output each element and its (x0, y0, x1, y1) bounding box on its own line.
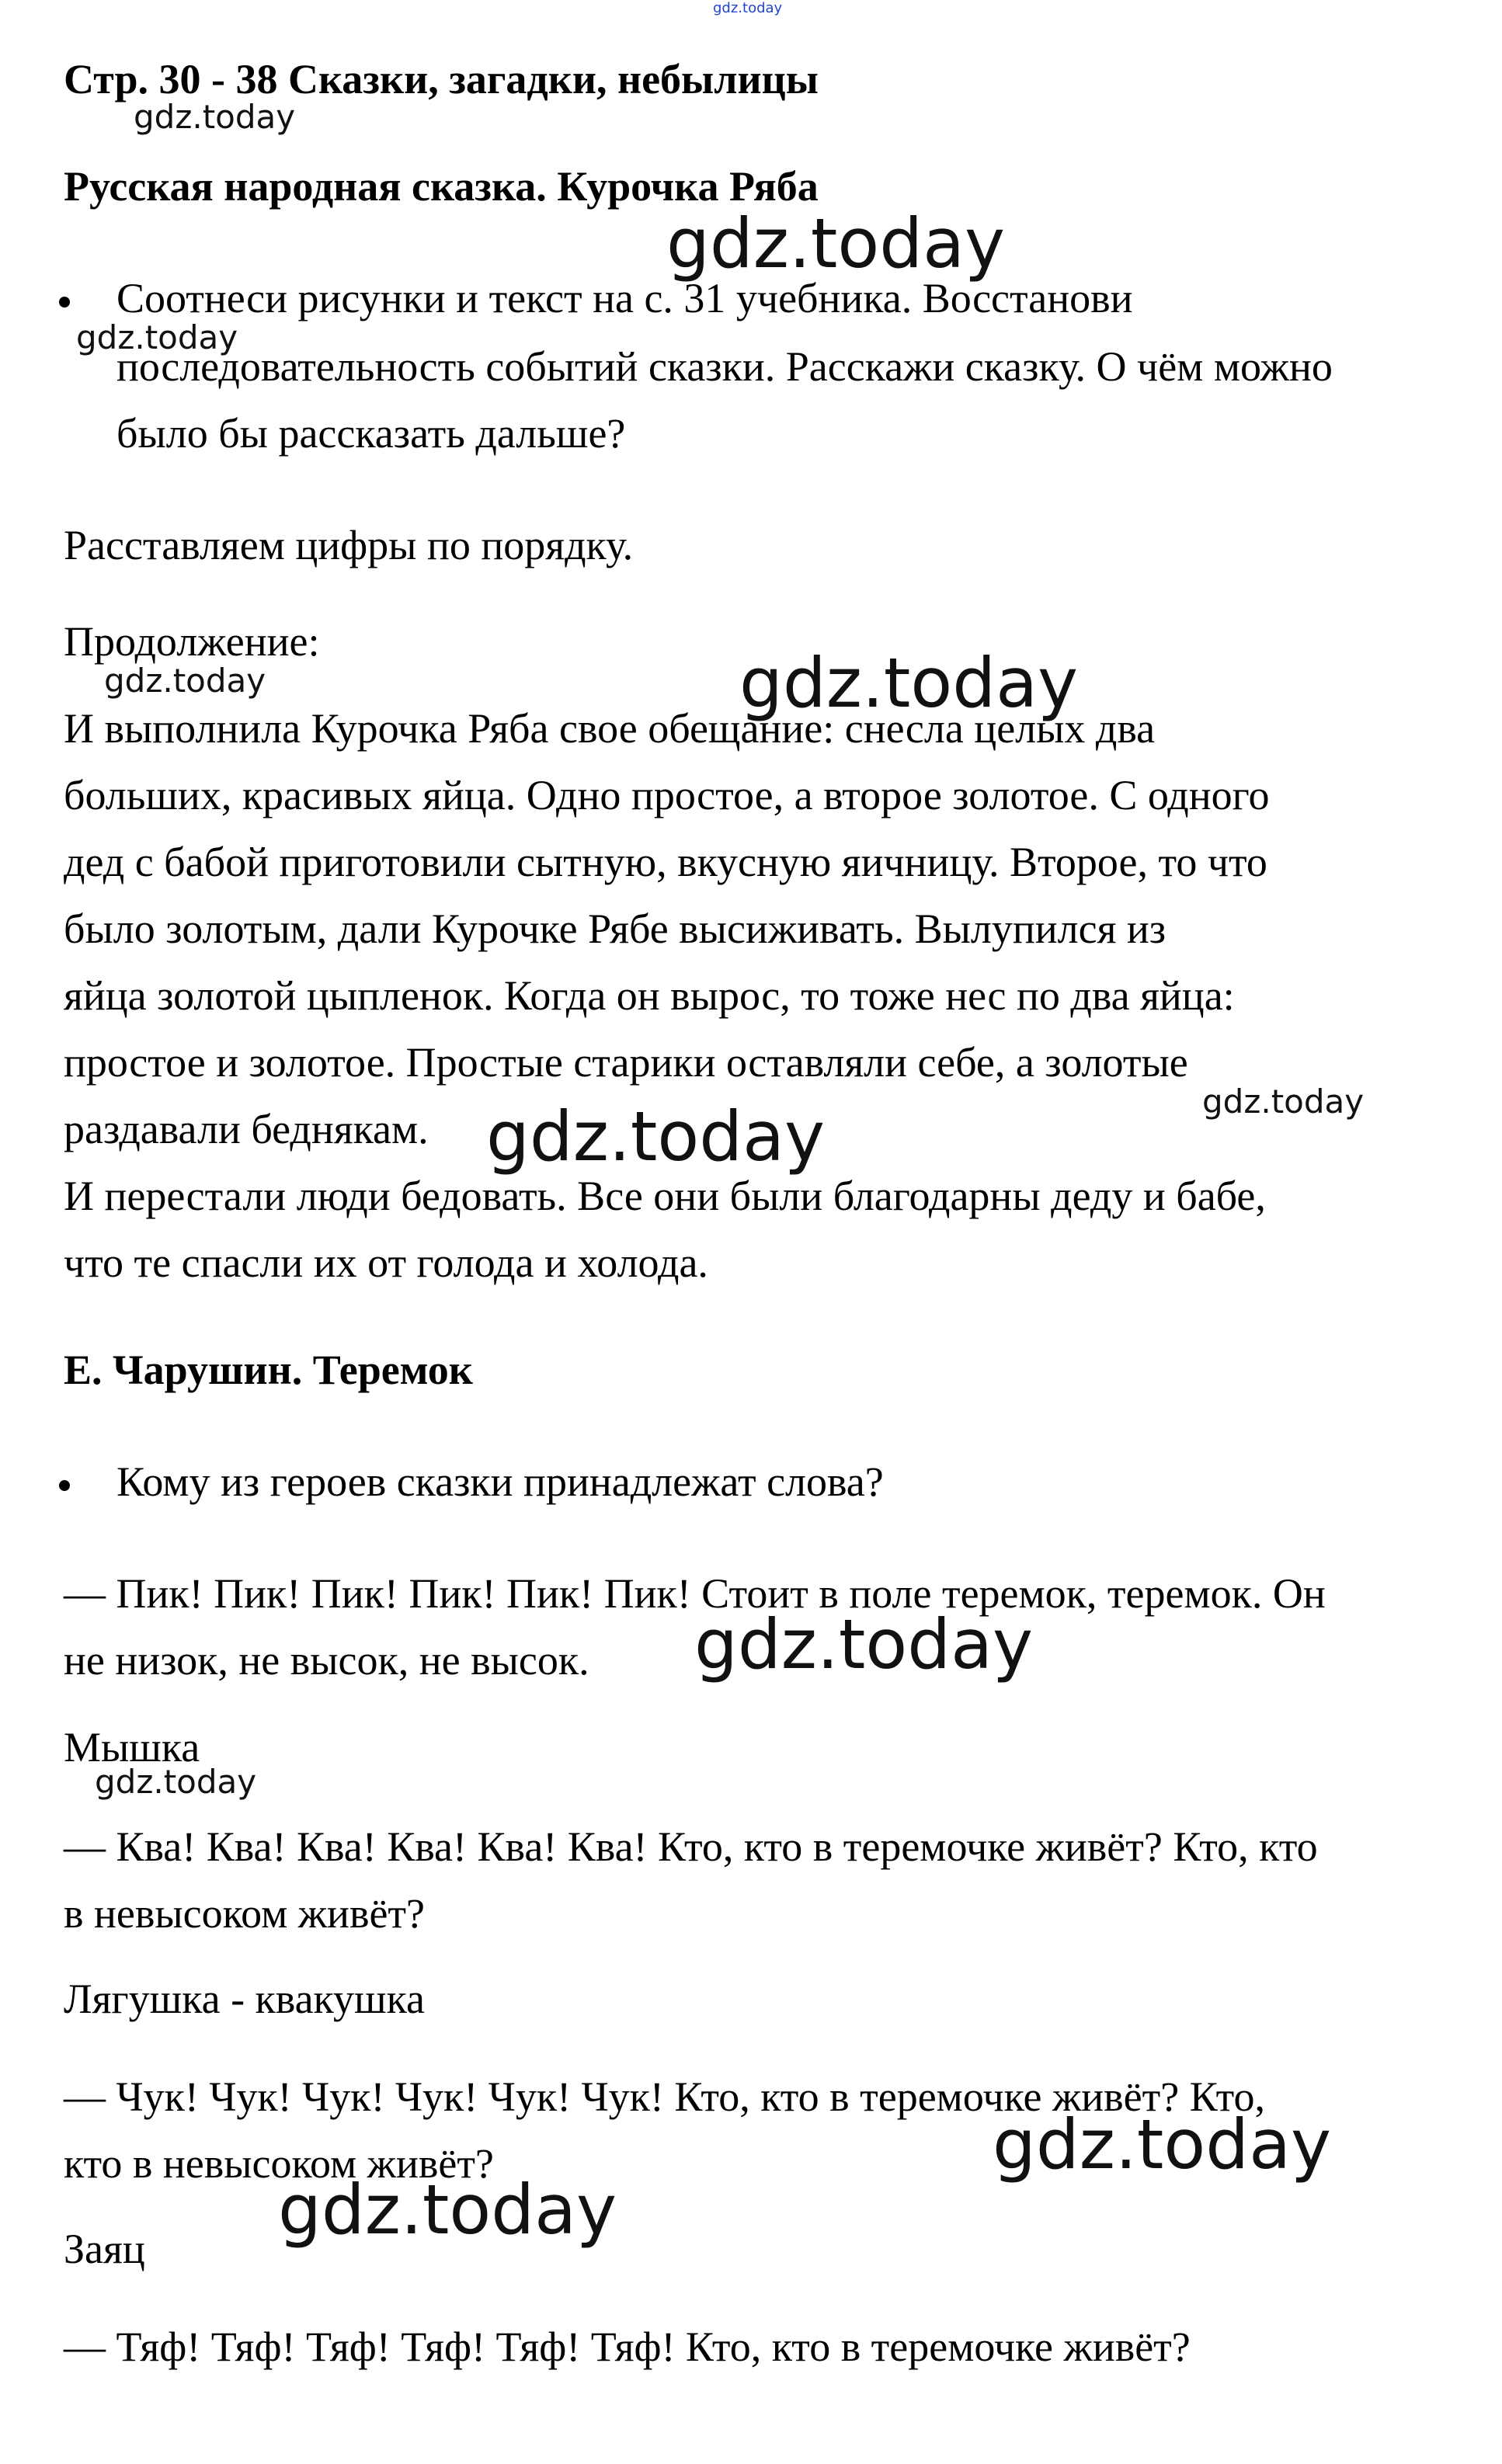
watermark: gdz.today (1202, 1083, 1365, 1121)
story-line: раздавали беднякам. (64, 1106, 429, 1152)
watermark: gdz.today (278, 2170, 617, 2250)
section-heading-kurochka: Русская народная сказка. Курочка Ряба (64, 163, 819, 210)
quote-line: не низок, не высок, не высок. (64, 1637, 589, 1684)
bullet-icon (59, 1480, 70, 1491)
watermark: gdz.today (666, 203, 1006, 283)
story-line: дед с бабой приготовили сытную, вкусную яичницу. Второе, то что (64, 839, 1267, 885)
quote-answer: Мышка (64, 1724, 200, 1771)
watermark: gdz.today (694, 1604, 1034, 1684)
watermark: gdz.today (95, 1763, 257, 1801)
section-heading-teremok: Е. Чарушин. Теремок (64, 1347, 473, 1393)
question-line: было бы рассказать дальше? (116, 410, 626, 457)
watermark-top: gdz.today (713, 0, 783, 16)
quote-line: — Ква! Ква! Ква! Ква! Ква! Ква! Кто, кто в теремочке живёт? Кто, кто (64, 1823, 1318, 1870)
page-title: Стр. 30 - 38 Сказки, загадки, небылицы (64, 56, 819, 103)
watermark: gdz.today (134, 98, 296, 136)
quote-line: кто в невысоком живёт? (64, 2140, 494, 2187)
story-line: яйца золотой цыпленок. Когда он вырос, то тоже нес по два яйца: (64, 972, 1235, 1019)
story-line: больших, красивых яйца. Одно простое, а второе золотое. С одного (64, 772, 1270, 818)
watermark: gdz.today (104, 662, 266, 700)
answer-text: Расставляем цифры по порядку. (64, 522, 634, 568)
watermark: gdz.today (739, 643, 1079, 723)
quote-line: — Пик! Пик! Пик! Пик! Пик! Пик! Стоит в поле теремок, теремок. Он (64, 1570, 1326, 1617)
quote-line: в невысоком живёт? (64, 1890, 425, 1937)
watermark: gdz.today (993, 2104, 1332, 2184)
quote-line: — Тяф! Тяф! Тяф! Тяф! Тяф! Тяф! Кто, кто в теремочке живёт? (64, 2323, 1191, 2370)
question-line: Кому из героев сказки принадлежат слова? (116, 1458, 884, 1505)
watermark: gdz.today (76, 318, 238, 356)
bullet-icon (59, 297, 70, 308)
watermark: gdz.today (486, 1096, 826, 1176)
question-line: последовательность событий сказки. Расскажи сказку. О чём можно (116, 343, 1333, 390)
story-line: И выполнила Курочка Ряба свое обещание: снесла целых два (64, 705, 1156, 752)
story-line: что те спасли их от голода и холода. (64, 1239, 708, 1286)
quote-answer: Заяц (64, 2226, 145, 2272)
question-line: Соотнеси рисунки и текст на с. 31 учебника. Восстанови (116, 275, 1133, 321)
quote-answer: Лягушка - квакушка (64, 1976, 425, 2022)
story-line: простое и золотое. Простые старики оставляли себе, а золотые (64, 1039, 1188, 1086)
story-line: было золотым, дали Курочке Рябе высиживать. Вылупился из (64, 905, 1166, 952)
story-line: И перестали люди бедовать. Все они были благодарны деду и бабе, (64, 1173, 1266, 1219)
continuation-label: Продолжение: (64, 618, 320, 665)
quote-line: — Чук! Чук! Чук! Чук! Чук! Чук! Кто, кто в теремочке живёт? Кто, (64, 2073, 1266, 2120)
